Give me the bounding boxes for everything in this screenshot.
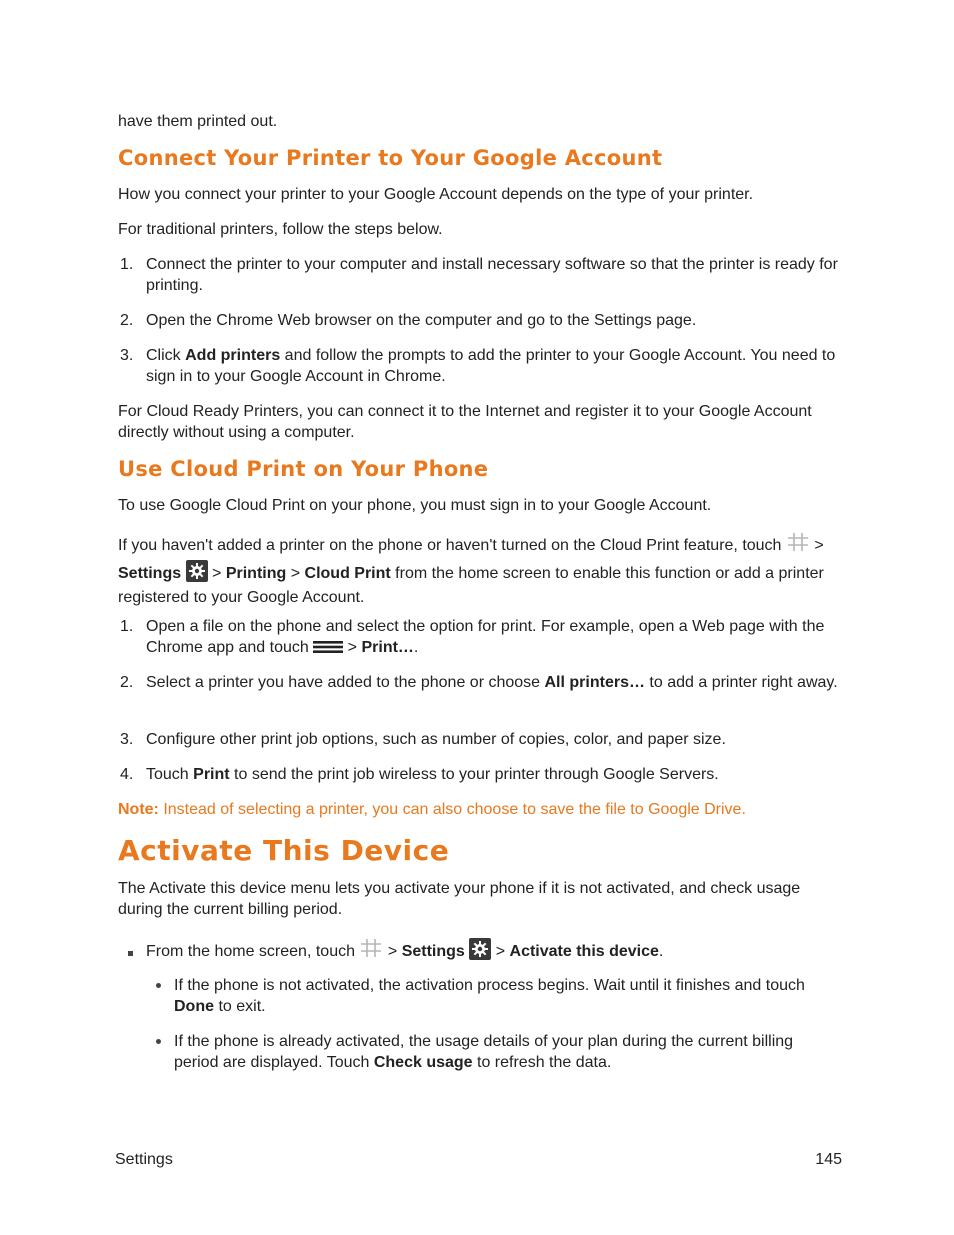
intro-tail: have them printed out.	[118, 113, 278, 130]
paragraph: To use Google Cloud Print on your phone, you must sign in to your Google Account.	[118, 497, 712, 514]
bullet	[156, 983, 161, 988]
note: Note: Instead of selecting a printer, you can also choose to save the file to Google Drive.	[118, 801, 746, 818]
bullet	[156, 1039, 161, 1044]
bullet	[128, 951, 133, 956]
section-title-cloud-print: Use Cloud Print on Your Phone	[118, 457, 489, 481]
settings-gear-icon	[469, 938, 491, 960]
paragraph: For traditional printers, follow the steps below.	[118, 221, 443, 238]
apps-grid-icon	[786, 532, 810, 560]
footer-section-name: Settings	[115, 1151, 173, 1168]
section-title-connect-printer: Connect Your Printer to Your Google Account	[118, 146, 663, 170]
menu-icon	[313, 639, 343, 660]
settings-gear-icon	[186, 560, 208, 582]
section-title-activate-device: Activate This Device	[118, 834, 450, 867]
paragraph-cloud-print-path: If you haven't added a printer on the phone or haven't turned on the Cloud Print feature, touch > Settings > Printing > Cloud Print from the home screen to enable this function or add a printer registered to your Google Account.	[118, 532, 844, 610]
paragraph: For Cloud Ready Printers, you can connect it to the Internet and register it to your Google Account directly without using a computer.	[118, 403, 812, 441]
apps-grid-icon	[359, 938, 383, 966]
paragraph: How you connect your printer to your Google Account depends on the type of your printer.	[118, 186, 754, 203]
paragraph: The Activate this device menu lets you activate your phone if it is not activated, and check usage during the current billing period.	[118, 880, 801, 918]
footer-page-number: 145	[815, 1151, 842, 1168]
